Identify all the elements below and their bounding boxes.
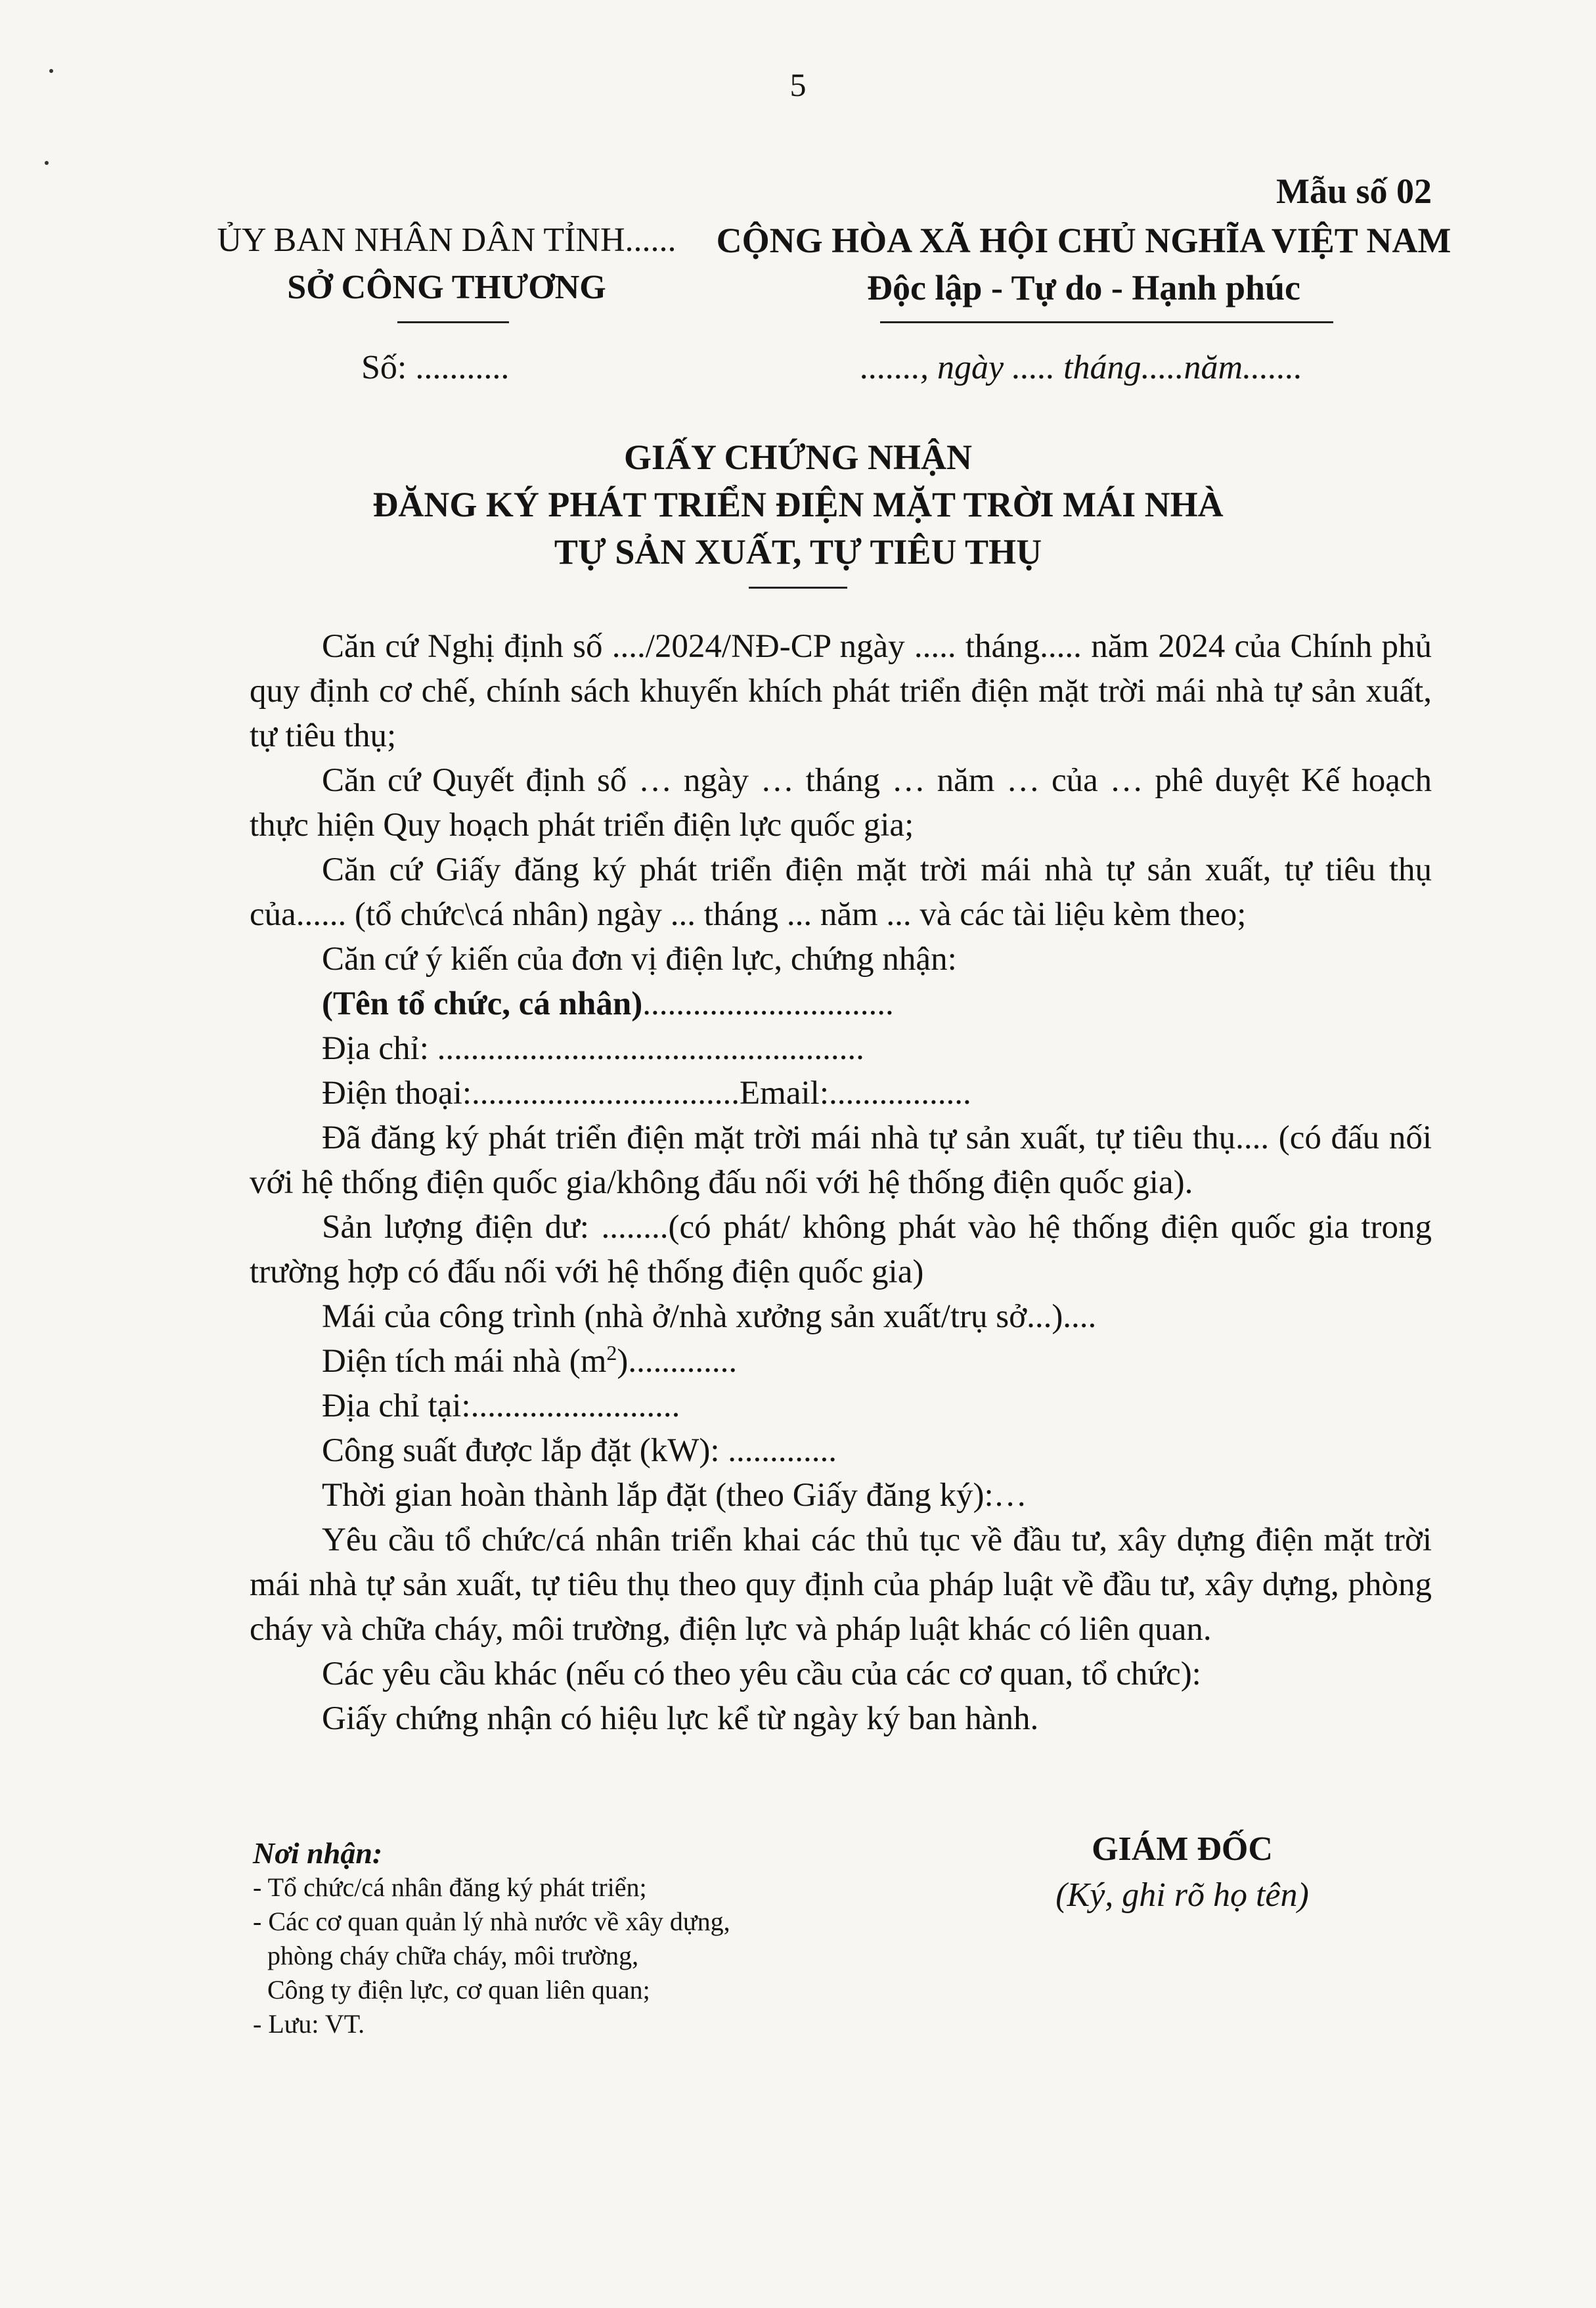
title-line-1: GIẤY CHỨNG NHẬN [624,438,972,477]
issuer-department: SỞ CÔNG THƯƠNG [287,269,606,306]
receiver-item: - Tổ chức/cá nhân đăng ký phát triển; [253,1872,647,1902]
roof-area-label: Diện tích mái nhà (m [322,1343,607,1380]
basis-decree: Căn cứ Nghị định số ..../2024/NĐ-CP ngày ..... tháng..... năm 2024 của Chính phủ quy định cơ chế, chính sách khuyến khích phát triển điện mặt trời mái nhà tự sản xuất, tự tiêu thụ; [250,628,1432,754]
national-header [703,217,1465,311]
receiver-item: phòng cháy chữa cháy, môi trường, [267,1941,639,1970]
receiver-item: Công ty điện lực, cơ quan liên quan; [267,1975,650,2004]
scan-mark [45,161,49,165]
form-number: Mẫu số 02 [1275,171,1432,211]
issuer-underline [397,321,509,323]
title-line-3: TỰ SẢN XUẤT, TỰ TIÊU THỤ [554,532,1042,572]
receivers-label: Nơi nhận: [253,1836,383,1870]
basis-decision: Căn cứ Quyết định số … ngày … tháng … năm … của … phê duyệt Kế hoạch thực hiện Quy hoạch phát triển điện lực quốc gia; [250,762,1432,844]
registration-statement: Đã đăng ký phát triển điện mặt trời mái nhà tự sản xuất, tự tiêu thụ.... (có đấu nối với hệ thống điện quốc gia/không đấu nối với hệ thống điện quốc gia). [250,1120,1432,1201]
roof-area-field [250,1339,1432,1384]
receiver-item: - Các cơ quan quản lý nhà nước về xây dựng, [253,1907,730,1936]
national-motto: Độc lập - Tự do - Hạnh phúc [866,268,1301,307]
basis-registration: Căn cứ Giấy đăng ký phát triển điện mặt trời mái nhà tự sản xuất, tự tiêu thụ của...... (tổ chức\cá nhân) ngày ... tháng ... năm ... và các tài liệu kèm theo; [250,851,1432,933]
org-name-dots: .............................. [642,985,894,1022]
capacity-field: Công suất được lắp đặt (kW): ............. [322,1432,837,1469]
org-name-field [250,982,1432,1026]
signer-note: (Ký, ghi rõ họ tên) [1055,1876,1309,1914]
surplus-output: Sản lượng điện dư: ........(có phát/ không phát vào hệ thống điện quốc gia trong trường hợp có đấu nối với hệ thống điện quốc gia) [250,1209,1432,1290]
other-requirements: Các yêu cầu khác (nếu có theo yêu cầu của các cơ quan, tổ chức): [322,1656,1201,1692]
title-underline [749,587,847,589]
signature-block [985,1826,1379,1918]
motto-underline [880,321,1333,323]
roof-field: Mái của công trình (nhà ở/nhà xưởng sản xuất/trụ sở...).... [322,1298,1097,1335]
completion-field: Thời gian hoàn thành lắp đặt (theo Giấy đăng ký):… [322,1477,1027,1514]
document-number: Số: ........... [361,349,510,386]
basis-utility-opinion: Căn cứ ý kiến của đơn vị điện lực, chứng nhận: [322,941,957,978]
location-field: Địa chỉ tại:......................... [322,1388,680,1424]
receiver-item: - Lưu: VT. [253,2009,365,2039]
signer-title: GIÁM ĐỐC [1092,1830,1273,1868]
address-field: Địa chỉ: ................................................... [322,1030,864,1067]
title-line-2: ĐĂNG KÝ PHÁT TRIỂN ĐIỆN MẶT TRỜI MÁI NHÀ [372,485,1224,524]
requirements-paragraph: Yêu cầu tổ chức/cá nhân triển khai các thủ tục về đầu tư, xây dựng điện mặt trời mái nhà tự sản xuất, tự tiêu thụ theo quy định của pháp luật về đầu tư, xây dựng, phòng cháy và chữa cháy, môi trường, điện lực và pháp luật khác có liên quan. [250,1522,1432,1648]
date-line: ......., ngày ..... tháng.....năm....... [860,349,1303,386]
org-name-label: (Tên tổ chức, cá nhân) [322,985,643,1022]
document-body [250,624,1432,1741]
national-name: CỘNG HÒA XÃ HỘI CHỦ NGHĨA VIỆT NAM [716,221,1452,260]
roof-area-superscript: 2 [606,1341,617,1365]
page-number: 5 [789,66,807,103]
roof-area-dots: )............. [617,1343,738,1380]
issuer-header [190,217,703,311]
document-title [0,434,1596,576]
validity-statement: Giấy chứng nhận có hiệu lực kể từ ngày ký ban hành. [322,1700,1039,1737]
issuer-province: ỦY BAN NHÂN DÂN TỈNH...... [217,221,676,259]
receivers-block [253,1836,730,2041]
phone-email-field: Điện thoại:................................Email:................. [322,1075,971,1112]
